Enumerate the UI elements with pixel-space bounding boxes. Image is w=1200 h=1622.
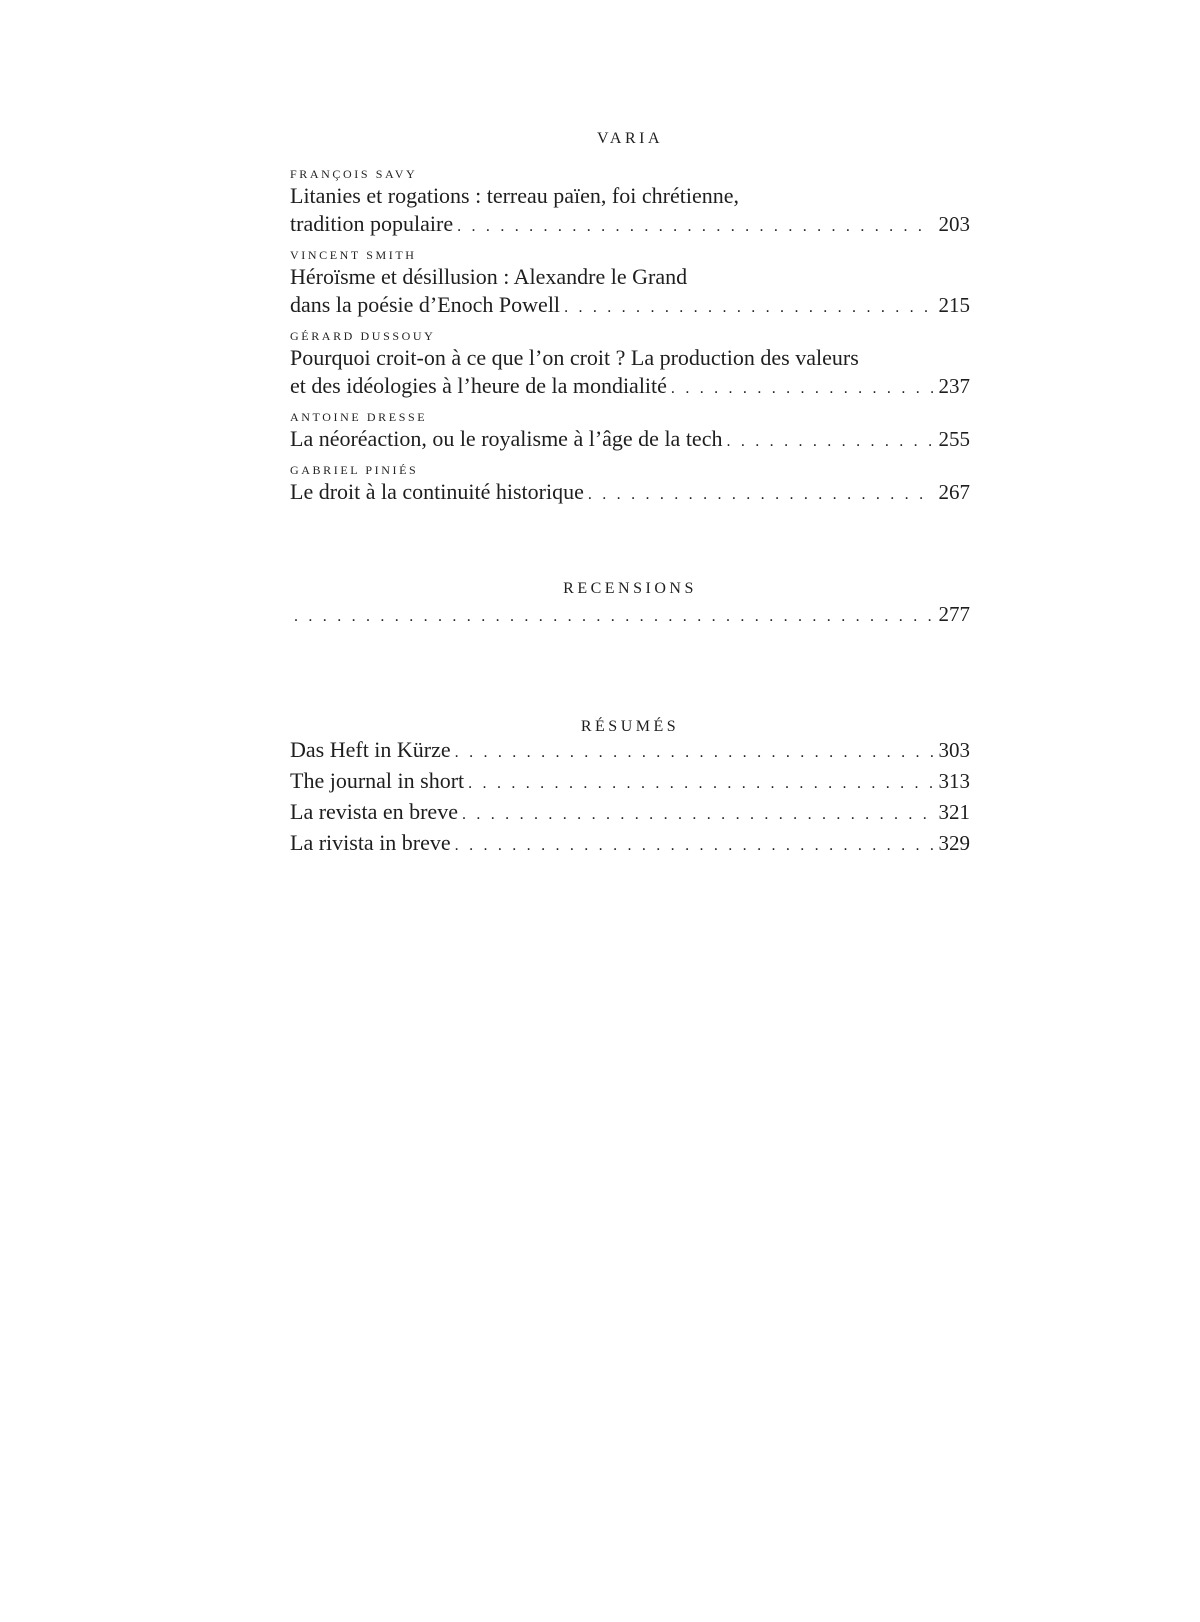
toc-entry[interactable] <box>290 829 970 860</box>
article-title-text: La néoréaction, ou le royalisme à l’âge de la tech <box>290 426 723 451</box>
page-number: 277 <box>938 602 970 626</box>
dot-leader <box>455 832 933 860</box>
page-number: 321 <box>938 800 970 824</box>
toc-entry[interactable] <box>290 247 970 322</box>
page-number: 237 <box>938 374 970 398</box>
article-title-line: Héroïsme et désillusion : Alexandre le Grand <box>290 264 688 289</box>
page-number: 215 <box>938 293 970 317</box>
article-title-text: et des idéologies à l’heure de la mondialité <box>290 373 667 398</box>
toc-entry[interactable] <box>290 767 970 798</box>
dot-leader <box>564 294 932 322</box>
dot-leader <box>455 739 933 767</box>
dot-leader <box>671 375 933 403</box>
resume-title: La revista en breve <box>290 799 458 824</box>
author-name: GÉRARD DUSSOUY <box>290 329 436 343</box>
article-title-last-line <box>290 425 970 456</box>
page-number: 203 <box>938 212 970 236</box>
article-title-text: Le droit à la continuité historique <box>290 479 584 504</box>
dot-leader <box>462 801 933 829</box>
recensions-entry[interactable] <box>290 600 970 631</box>
article-title-text: tradition populaire <box>290 211 454 236</box>
toc-entry[interactable] <box>290 462 970 509</box>
page-number: 329 <box>938 831 970 855</box>
dot-leader <box>294 603 933 631</box>
dot-leader <box>588 481 933 509</box>
section-heading-resumes: RÉSUMÉS <box>580 718 680 735</box>
resume-title: The journal in short <box>290 768 465 793</box>
author-name: ANTOINE DRESSE <box>290 410 428 424</box>
section-heading-varia: VARIA <box>596 130 664 147</box>
resume-title: La rivista in breve <box>290 830 451 855</box>
toc-entry[interactable] <box>290 166 970 241</box>
resume-title: Das Heft in Kürze <box>290 737 451 762</box>
toc-entry[interactable] <box>290 328 970 403</box>
article-title-last-line <box>290 372 970 403</box>
dot-leader <box>457 213 932 241</box>
article-title-last-line <box>290 291 970 322</box>
page-number: 303 <box>938 738 970 762</box>
article-title-text: dans la poésie d’Enoch Powell <box>290 292 561 317</box>
page-number: 267 <box>938 480 970 504</box>
author-name: FRANÇOIS SAVY <box>290 167 418 181</box>
article-title-line: Pourquoi croit-on à ce que l’on croit ? La production des valeurs <box>290 345 859 370</box>
page-number: 255 <box>938 427 970 451</box>
varia-entries <box>290 160 970 509</box>
dot-leader <box>468 770 932 798</box>
author-name: VINCENT SMITH <box>290 248 417 262</box>
toc-entry[interactable] <box>290 409 970 456</box>
toc-entry[interactable] <box>290 798 970 829</box>
resumes-entries <box>290 736 970 860</box>
page-number: 313 <box>938 769 970 793</box>
article-title-last-line <box>290 478 970 509</box>
toc-entry[interactable] <box>290 736 970 767</box>
section-heading-recensions: RECENSIONS <box>563 580 697 597</box>
dot-leader <box>726 428 932 456</box>
article-title-line: Litanies et rogations : terreau païen, foi chrétienne, <box>290 183 739 208</box>
article-title-last-line <box>290 210 970 241</box>
author-name: GABRIEL PINIÉS <box>290 463 419 477</box>
